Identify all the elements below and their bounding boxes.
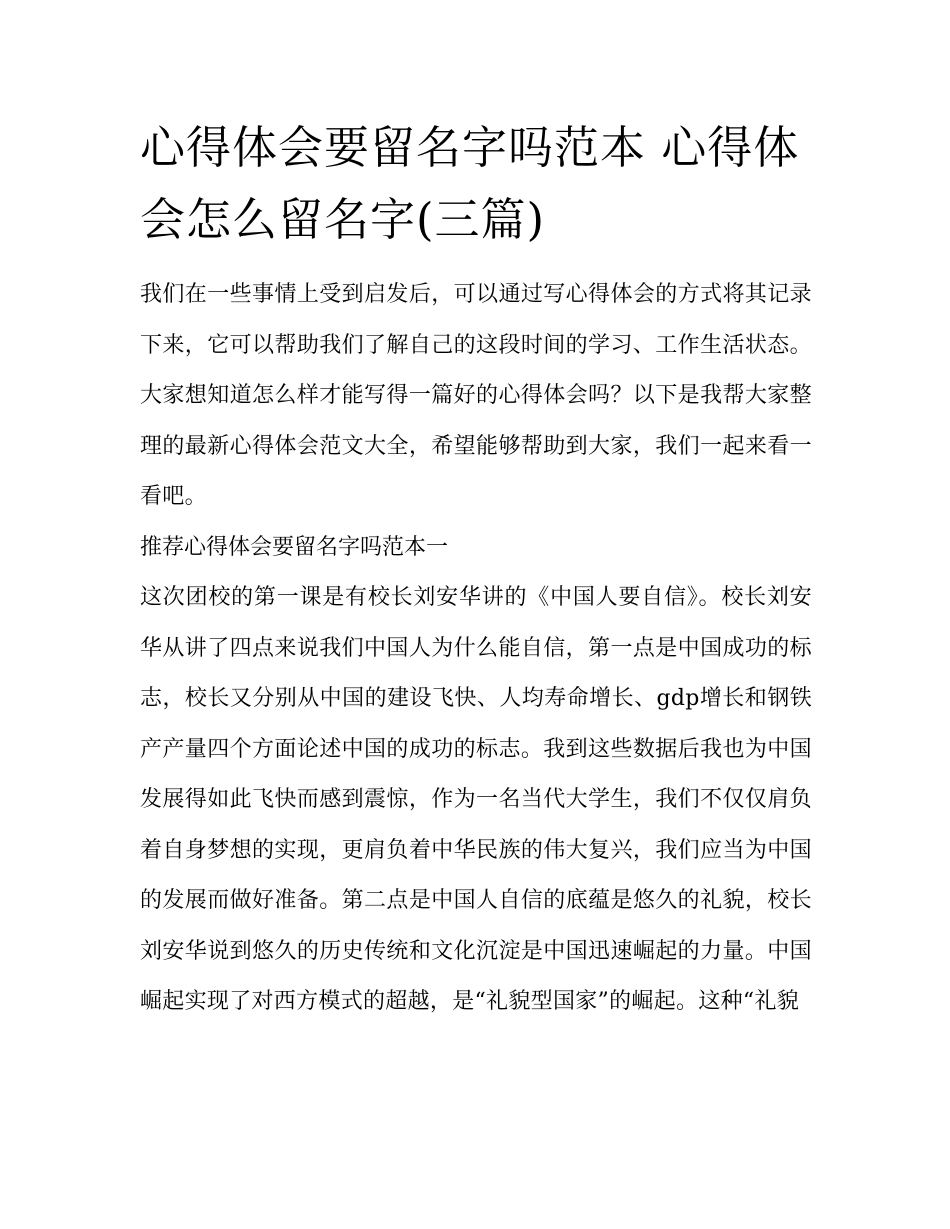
intro-paragraph: 我们在一些事情上受到启发后，可以通过写心得体会的方式将其记录下来，它可以帮助我们了解自己的这段时间的学习、工作生活状态。大家想知道怎么样才能写得一篇好的心得体会吗？以下是我帮大家整理的最新心得体会范文大全，希望能够帮助到大家，我们一起来看一看吧。 bbox=[140, 282, 812, 509]
section-heading: 推荐心得体会要留名字吗范本一 bbox=[140, 534, 449, 560]
document-title: 心得体会要留名字吗范本 心得体会怎么留名字(三篇) bbox=[140, 121, 800, 246]
body-paragraph: 这次团校的第一课是有校长刘安华讲的《中国人要自信》。校长刘安华从讲了四点来说我们中国人为什么能自信，第一点是中国成功的标志，校长又分别从中国的建设飞快、人均寿命增长、gdp增长和钢铁产产量四个方面论述中国的成功的标志。我到这些数据后我也为中国发展得如此飞快而感到震惊，作为一名当代大学生，我们不仅仅肩负着自身梦想的实现，更肩负着中华民族的伟大复兴，我们应当为中国的发展而做好准备。第二点是中国人自信的底蕴是悠久的礼貌，校长刘安华说到悠久的历史传统和文化沉淀是中国迅速崛起的力量。中国崛起实现了对西方模式的超越，是“礼貌型国家”的崛起。这种“礼貌 bbox=[140, 585, 812, 1014]
document-content bbox=[140, 112, 812, 1028]
